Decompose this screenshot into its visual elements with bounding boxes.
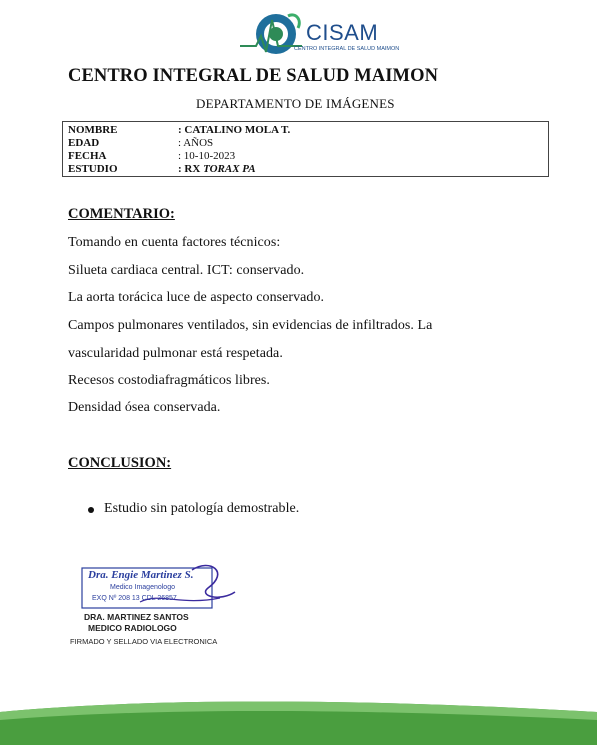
logo-subtext: CENTRO INTEGRAL DE SALUD MAIMON: [294, 46, 400, 52]
comment-line: vascularidad pulmonar está respetada.: [68, 346, 283, 361]
comentario-heading: COMENTARIO:: [68, 206, 175, 222]
comment-line: Silueta cardiaca central. ICT: conservado.: [68, 263, 305, 278]
patient-value: [178, 163, 256, 175]
comment-line: Tomando en cuenta factores técnicos:: [68, 235, 281, 250]
stamp-exq: EXQ Nº 208 13 CDL 26857: [92, 595, 177, 602]
patient-label: EDAD: [68, 137, 100, 149]
footer-wave-decoration: [0, 690, 597, 745]
patient-value: : AÑOS: [178, 137, 214, 149]
department-subtitle: DEPARTAMENTO DE IMÁGENES: [196, 96, 395, 111]
signer-name: DRA. MARTINEZ SANTOS: [84, 612, 189, 622]
logo-text: CISAM: [306, 20, 379, 45]
patient-value: : CATALINO MOLA T.: [178, 124, 291, 136]
comment-line: Densidad ósea conservada.: [68, 400, 221, 415]
patient-value: : 10-10-2023: [178, 150, 236, 162]
signer-role: MEDICO RADIOLOGO: [88, 623, 177, 633]
comment-line: La aorta torácica luce de aspecto conservado.: [68, 290, 325, 305]
conclusion-item: Estudio sin patología demostrable.: [104, 501, 300, 516]
clinic-logo: [236, 6, 400, 58]
conclusion-heading: CONCLUSION:: [68, 455, 172, 471]
bullet-icon: [88, 507, 94, 513]
patient-label: ESTUDIO: [68, 163, 118, 175]
patient-label: NOMBRE: [68, 124, 118, 136]
comment-line: Campos pulmonares ventilados, sin evidencias de infiltrados. La: [68, 318, 433, 333]
patient-info-box: [62, 121, 549, 177]
signature-stamp: [80, 562, 240, 612]
study-prefix: : RX: [178, 163, 204, 175]
stamp-title: Medico Imagenologo: [110, 584, 175, 591]
page-title: CENTRO INTEGRAL DE SALUD MAIMON: [68, 66, 439, 86]
study-type: TORAX PA: [203, 163, 256, 175]
stamp-name: Dra. Engie Martinez S.: [88, 569, 194, 581]
signature-note: FIRMADO Y SELLADO VIA ELECTRONICA: [70, 637, 218, 646]
patient-label: FECHA: [68, 150, 107, 162]
comment-line: Recesos costodiafragmáticos libres.: [68, 373, 270, 388]
